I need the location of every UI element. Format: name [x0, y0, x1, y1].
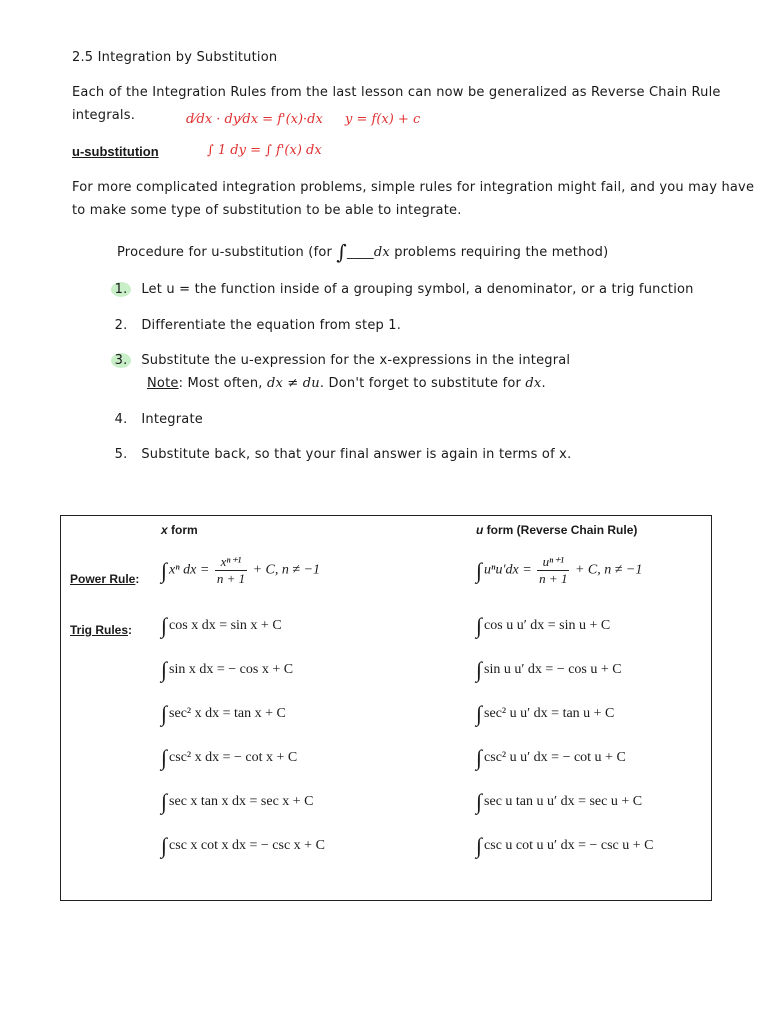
- x-form-header: x form: [161, 523, 198, 537]
- procedure-intro: Procedure for u-substitution (for ∫____dx problems requiring the method): [117, 240, 609, 264]
- trig-u-csccot: ∫ csc u cot u u′ dx = − csc u + C: [476, 833, 654, 858]
- trig-x-sectan: ∫ sec x tan x dx = sec x + C: [161, 789, 314, 814]
- step-number: 1.: [111, 282, 131, 297]
- intro-line-1: Each of the Integration Rules from the last lesson can now be generalized as Reverse Chain Rule: [72, 85, 721, 100]
- section-title: 2.5 Integration by Substitution: [72, 50, 278, 65]
- integral-symbol: ∫: [161, 557, 168, 583]
- u-form-header: u form (Reverse Chain Rule): [476, 523, 638, 537]
- power-rule-label: Power Rule:: [70, 572, 140, 586]
- trig-u-sec2: ∫ sec² u u′ dx = tan u + C: [476, 701, 615, 726]
- procedure-step-3: 3. Substitute the u-expression for the x-expressions in the integral: [111, 353, 570, 368]
- procedure-step-4: 4. Integrate: [111, 412, 203, 427]
- step-number: 2.: [114, 318, 128, 333]
- step-number: 4.: [114, 412, 128, 427]
- usub-para-line-2: to make some type of substitution to be able to integrate.: [72, 203, 462, 218]
- procedure-step-1: 1. Let u = the function inside of a grouping symbol, a denominator, or a trig function: [111, 282, 694, 297]
- trig-u-csc2: ∫ csc² u u′ dx = − cot u + C: [476, 745, 626, 770]
- usub-para-line-1: For more complicated integration problems, simple rules for integration might fail, and you may have: [72, 180, 755, 195]
- handwritten-note-function: y = f(x) + c: [345, 112, 421, 127]
- trig-x-sec2: ∫ sec² x dx = tan x + C: [161, 701, 286, 726]
- step-number: 5.: [114, 447, 128, 462]
- trig-rules-label: Trig Rules:: [70, 623, 133, 637]
- trig-u-sectan: ∫ sec u tan u u′ dx = sec u + C: [476, 789, 643, 814]
- u-substitution-heading: u-substitution: [72, 144, 159, 159]
- power-rule-x-form: ∫ xⁿ dx = $\frac{\text{xⁿ⁺¹}}{n + 1}$ + C, n ≠ −1: [161, 554, 321, 586]
- intro-line-2: integrals.: [72, 108, 136, 123]
- handwritten-note-integral: ∫ 1 dy = ∫ f'(x) dx: [207, 143, 322, 158]
- trig-x-csccot: ∫ csc x cot x dx = − csc x + C: [161, 833, 325, 858]
- procedure-step-2: 2. Differentiate the equation from step 1.: [111, 318, 401, 333]
- procedure-step-5: 5. Substitute back, so that your final answer is again in terms of x.: [111, 447, 571, 462]
- trig-x-csc2: ∫ csc² x dx = − cot x + C: [161, 745, 298, 770]
- procedure-note: Note: Most often, dx ≠ du. Don't forget to substitute for dx.: [147, 376, 546, 391]
- trig-x-sin: ∫ sin x dx = − cos x + C: [161, 657, 294, 682]
- integral-symbol: ∫: [336, 240, 348, 264]
- integration-rules-table: [60, 515, 712, 901]
- handwritten-note-derivative: d⁄dx · dy⁄dx = f'(x)·dx: [186, 112, 323, 127]
- trig-x-cos: ∫ cos x dx = sin x + C: [161, 613, 282, 638]
- integral-symbol: ∫: [476, 557, 483, 583]
- trig-u-sin: ∫ sin u u′ dx = − cos u + C: [476, 657, 622, 682]
- power-rule-u-form: ∫ uⁿu′dx = $\frac{\text{uⁿ⁺¹}}{n + 1}$ + C, n ≠ −1: [476, 554, 643, 586]
- trig-u-cos: ∫ cos u u′ dx = sin u + C: [476, 613, 611, 638]
- step-number: 3.: [111, 353, 131, 368]
